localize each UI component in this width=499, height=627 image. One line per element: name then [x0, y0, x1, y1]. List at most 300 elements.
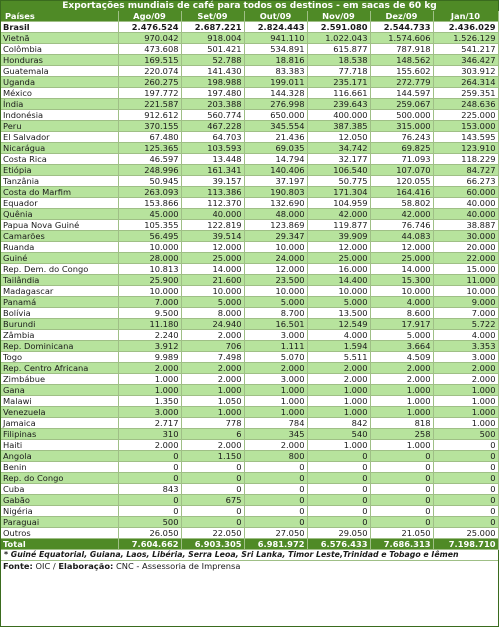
value-cell: 123.869 — [244, 220, 307, 231]
column-header-month: Ago/09 — [118, 11, 181, 22]
value-cell: 264.314 — [433, 77, 498, 88]
value-cell: 60.000 — [433, 187, 498, 198]
value-cell: 2.000 — [370, 374, 433, 385]
value-cell: 15.300 — [370, 275, 433, 286]
value-cell: 1.000 — [370, 385, 433, 396]
country-cell: Nicarágua — [1, 143, 118, 154]
table-row — [1, 55, 498, 66]
value-cell: 239.643 — [307, 99, 370, 110]
value-cell: 13.448 — [181, 154, 244, 165]
value-cell: 84.727 — [433, 165, 498, 176]
value-cell: 0 — [244, 473, 307, 484]
table-row — [1, 363, 498, 374]
value-cell: 116.661 — [307, 88, 370, 99]
table-row — [1, 33, 498, 44]
value-cell: 10.000 — [307, 286, 370, 297]
country-cell: Togo — [1, 352, 118, 363]
value-cell: 346.427 — [433, 55, 498, 66]
value-cell: 5.511 — [307, 352, 370, 363]
country-cell: Costa Rica — [1, 154, 118, 165]
value-cell: 10.000 — [433, 286, 498, 297]
table-row — [1, 528, 498, 539]
value-cell: 123.910 — [433, 143, 498, 154]
value-cell: 27.050 — [244, 528, 307, 539]
value-cell: 38.887 — [433, 220, 498, 231]
value-cell: 7.000 — [118, 297, 181, 308]
value-cell: 14.400 — [307, 275, 370, 286]
country-cell: Rep. Dominicana — [1, 341, 118, 352]
value-cell: 122.819 — [181, 220, 244, 231]
value-cell: 3.353 — [433, 341, 498, 352]
value-cell: 2.000 — [307, 374, 370, 385]
value-cell: 144.597 — [370, 88, 433, 99]
country-cell: Quênia — [1, 209, 118, 220]
total-value: 7.686.313 — [370, 539, 433, 550]
value-cell: 21.600 — [181, 275, 244, 286]
country-cell: Outros — [1, 528, 118, 539]
value-cell: 14.000 — [181, 264, 244, 275]
value-cell: 263.093 — [118, 187, 181, 198]
value-cell: 71.093 — [370, 154, 433, 165]
table-row — [1, 396, 498, 407]
value-cell: 22.000 — [433, 253, 498, 264]
value-cell: 0 — [181, 517, 244, 528]
country-cell: Guatemala — [1, 66, 118, 77]
value-cell: 67.480 — [118, 132, 181, 143]
value-cell: 800 — [244, 451, 307, 462]
value-cell: 259.351 — [433, 88, 498, 99]
value-cell: 0 — [307, 495, 370, 506]
value-cell: 1.000 — [433, 385, 498, 396]
value-cell: 10.000 — [370, 286, 433, 297]
value-cell: 675 — [181, 495, 244, 506]
value-cell: 197.480 — [181, 88, 244, 99]
country-cell: Rep. Centro Africana — [1, 363, 118, 374]
table-row — [1, 154, 498, 165]
value-cell: 23.500 — [244, 275, 307, 286]
value-cell: 1.000 — [433, 396, 498, 407]
value-cell: 2.000 — [433, 363, 498, 374]
value-cell: 248.996 — [118, 165, 181, 176]
value-cell: 14.794 — [244, 154, 307, 165]
country-cell: Rep. Dem. do Congo — [1, 264, 118, 275]
table-row — [1, 440, 498, 451]
country-cell: Nigéria — [1, 506, 118, 517]
table-row — [1, 220, 498, 231]
table-row — [1, 132, 498, 143]
value-cell: 2.000 — [370, 363, 433, 374]
table-row — [1, 187, 498, 198]
value-cell: 2.000 — [307, 363, 370, 374]
value-cell: 345.554 — [244, 121, 307, 132]
value-cell: 2.000 — [118, 440, 181, 451]
value-cell: 260.275 — [118, 77, 181, 88]
value-cell: 787.918 — [370, 44, 433, 55]
country-cell: Camarões — [1, 231, 118, 242]
value-cell: 0 — [370, 495, 433, 506]
country-cell: Índia — [1, 99, 118, 110]
value-cell: 3.000 — [244, 374, 307, 385]
value-cell: 2.000 — [181, 330, 244, 341]
column-header-month: Nov/09 — [307, 11, 370, 22]
table-row — [1, 66, 498, 77]
value-cell: 203.388 — [181, 99, 244, 110]
value-cell: 20.000 — [433, 242, 498, 253]
value-cell: 3.664 — [370, 341, 433, 352]
country-cell: Colômbia — [1, 44, 118, 55]
value-cell: 1.000 — [307, 396, 370, 407]
value-cell: 5.000 — [244, 297, 307, 308]
table-row — [1, 286, 498, 297]
value-cell: 10.000 — [118, 242, 181, 253]
value-cell: 44.083 — [370, 231, 433, 242]
value-cell: 0 — [307, 462, 370, 473]
value-cell: 1.111 — [244, 341, 307, 352]
value-cell: 25.000 — [307, 253, 370, 264]
elaboration-label: Elaboração: — [58, 561, 114, 571]
value-cell: 2.000 — [244, 440, 307, 451]
value-cell: 45.000 — [118, 209, 181, 220]
value-cell: 144.328 — [244, 88, 307, 99]
value-cell: 39.157 — [181, 176, 244, 187]
value-cell: 0 — [244, 484, 307, 495]
value-cell: 3.000 — [433, 352, 498, 363]
value-cell: 4.000 — [370, 297, 433, 308]
value-cell: 2.544.733 — [370, 22, 433, 33]
value-cell: 197.772 — [118, 88, 181, 99]
value-cell: 15.000 — [433, 264, 498, 275]
value-cell: 3.912 — [118, 341, 181, 352]
value-cell: 1.000 — [181, 407, 244, 418]
country-cell: Honduras — [1, 55, 118, 66]
country-cell: Benin — [1, 462, 118, 473]
value-cell: 272.779 — [370, 77, 433, 88]
value-cell: 48.000 — [244, 209, 307, 220]
value-cell: 0 — [433, 495, 498, 506]
value-cell: 0 — [307, 517, 370, 528]
country-cell: Indonésia — [1, 110, 118, 121]
value-cell: 5.722 — [433, 319, 498, 330]
value-cell: 345 — [244, 429, 307, 440]
value-cell: 970.042 — [118, 33, 181, 44]
value-cell: 143.595 — [433, 132, 498, 143]
value-cell: 26.050 — [118, 528, 181, 539]
value-cell: 370.155 — [118, 121, 181, 132]
value-cell: 105.355 — [118, 220, 181, 231]
value-cell: 10.000 — [244, 242, 307, 253]
header-row — [1, 11, 498, 22]
value-cell: 153.000 — [433, 121, 498, 132]
value-cell: 0 — [370, 451, 433, 462]
table-row — [1, 209, 498, 220]
elaboration-value: CNC - Assessoria de Imprensa — [115, 561, 241, 571]
value-cell: 0 — [244, 506, 307, 517]
value-cell: 0 — [118, 473, 181, 484]
table-row — [1, 297, 498, 308]
value-cell: 29.050 — [307, 528, 370, 539]
value-cell: 0 — [181, 462, 244, 473]
value-cell: 941.110 — [244, 33, 307, 44]
value-cell: 0 — [433, 462, 498, 473]
value-cell: 28.000 — [118, 253, 181, 264]
table-row — [1, 198, 498, 209]
table-row — [1, 330, 498, 341]
value-cell: 50.775 — [307, 176, 370, 187]
value-cell: 5.000 — [307, 297, 370, 308]
table-row — [1, 77, 498, 88]
value-cell: 24.000 — [244, 253, 307, 264]
value-cell: 25.000 — [370, 253, 433, 264]
table-title: Exportações mundiais de café para todos os destinos - em sacas de 60 kg — [1, 1, 498, 11]
value-cell: 6 — [181, 429, 244, 440]
value-cell: 1.000 — [244, 396, 307, 407]
value-cell: 784 — [244, 418, 307, 429]
value-cell: 400.000 — [307, 110, 370, 121]
value-cell: 171.304 — [307, 187, 370, 198]
value-cell: 2.000 — [244, 363, 307, 374]
table-row — [1, 462, 498, 473]
value-cell: 40.000 — [181, 209, 244, 220]
value-cell: 1.000 — [370, 440, 433, 451]
value-cell: 119.877 — [307, 220, 370, 231]
value-cell: 1.000 — [118, 385, 181, 396]
value-cell: 0 — [181, 506, 244, 517]
value-cell: 25.000 — [433, 528, 498, 539]
country-cell: Tailândia — [1, 275, 118, 286]
country-cell: Equador — [1, 198, 118, 209]
country-cell: Guiné — [1, 253, 118, 264]
column-header-month: Jan/10 — [433, 11, 498, 22]
value-cell: 32.177 — [307, 154, 370, 165]
value-cell: 310 — [118, 429, 181, 440]
value-cell: 0 — [118, 451, 181, 462]
country-cell: Gana — [1, 385, 118, 396]
table-row — [1, 429, 498, 440]
value-cell: 0 — [433, 506, 498, 517]
value-cell: 3.000 — [244, 330, 307, 341]
value-cell: 112.370 — [181, 198, 244, 209]
value-cell: 24.940 — [181, 319, 244, 330]
value-cell: 473.608 — [118, 44, 181, 55]
value-cell: 118.229 — [433, 154, 498, 165]
country-cell: Brasil — [1, 22, 118, 33]
table-row — [1, 231, 498, 242]
value-cell: 7.000 — [433, 308, 498, 319]
table-row — [1, 176, 498, 187]
country-cell: Tanzânia — [1, 176, 118, 187]
value-cell: 198.988 — [181, 77, 244, 88]
value-cell: 540 — [307, 429, 370, 440]
value-cell: 0 — [244, 495, 307, 506]
value-cell: 1.350 — [118, 396, 181, 407]
value-cell: 8.000 — [181, 308, 244, 319]
table-row — [1, 407, 498, 418]
value-cell: 0 — [118, 462, 181, 473]
country-cell: Malawi — [1, 396, 118, 407]
value-cell: 500.000 — [370, 110, 433, 121]
country-cell: Bolívia — [1, 308, 118, 319]
value-cell: 69.825 — [370, 143, 433, 154]
table-row — [1, 341, 498, 352]
value-cell: 140.406 — [244, 165, 307, 176]
value-cell: 58.802 — [370, 198, 433, 209]
value-cell: 169.515 — [118, 55, 181, 66]
value-cell: 12.000 — [307, 242, 370, 253]
value-cell: 190.803 — [244, 187, 307, 198]
value-cell: 34.742 — [307, 143, 370, 154]
value-cell: 18.538 — [307, 55, 370, 66]
value-cell: 0 — [370, 517, 433, 528]
value-cell: 2.436.029 — [433, 22, 498, 33]
country-cell: Peru — [1, 121, 118, 132]
value-cell: 843 — [118, 484, 181, 495]
value-cell: 39.514 — [181, 231, 244, 242]
value-cell: 1.000 — [370, 407, 433, 418]
country-cell: Zâmbia — [1, 330, 118, 341]
value-cell: 258 — [370, 429, 433, 440]
table-row — [1, 319, 498, 330]
value-cell: 52.788 — [181, 55, 244, 66]
value-cell: 153.866 — [118, 198, 181, 209]
value-cell: 17.917 — [370, 319, 433, 330]
value-cell: 12.050 — [307, 132, 370, 143]
value-cell: 39.909 — [307, 231, 370, 242]
value-cell: 560.774 — [181, 110, 244, 121]
value-cell: 2.687.221 — [181, 22, 244, 33]
country-cell: Uganda — [1, 77, 118, 88]
country-cell: Paraguai — [1, 517, 118, 528]
source-label: Fonte: — [3, 561, 33, 571]
value-cell: 778 — [181, 418, 244, 429]
value-cell: 161.341 — [181, 165, 244, 176]
country-cell: Gabão — [1, 495, 118, 506]
value-cell: 259.067 — [370, 99, 433, 110]
source-line — [1, 560, 498, 572]
value-cell: 0 — [307, 451, 370, 462]
value-cell: 0 — [307, 473, 370, 484]
value-cell: 0 — [370, 462, 433, 473]
coffee-exports-table — [1, 11, 499, 550]
value-cell: 500 — [118, 517, 181, 528]
value-cell: 164.416 — [370, 187, 433, 198]
table-row — [1, 385, 498, 396]
value-cell: 29.347 — [244, 231, 307, 242]
value-cell: 10.000 — [244, 286, 307, 297]
table-row — [1, 264, 498, 275]
value-cell: 106.540 — [307, 165, 370, 176]
value-cell: 16.000 — [307, 264, 370, 275]
country-cell: Jamaica — [1, 418, 118, 429]
value-cell: 1.000 — [118, 374, 181, 385]
value-cell: 2.717 — [118, 418, 181, 429]
country-cell: Burundi — [1, 319, 118, 330]
value-cell: 0 — [433, 484, 498, 495]
value-cell: 1.000 — [433, 418, 498, 429]
value-cell: 12.549 — [307, 319, 370, 330]
value-cell: 9.000 — [433, 297, 498, 308]
table-row — [1, 110, 498, 121]
value-cell: 2.824.443 — [244, 22, 307, 33]
country-cell: México — [1, 88, 118, 99]
value-cell: 16.501 — [244, 319, 307, 330]
table-row — [1, 99, 498, 110]
value-cell: 541.217 — [433, 44, 498, 55]
value-cell: 7.498 — [181, 352, 244, 363]
source-value: OIC / — [35, 561, 56, 571]
value-cell: 107.070 — [370, 165, 433, 176]
value-cell: 104.959 — [307, 198, 370, 209]
country-cell: El Salvador — [1, 132, 118, 143]
table-row — [1, 495, 498, 506]
country-cell: Vietnã — [1, 33, 118, 44]
value-cell: 11.180 — [118, 319, 181, 330]
value-cell: 2.000 — [181, 374, 244, 385]
value-cell: 3.000 — [118, 407, 181, 418]
value-cell: 0 — [244, 517, 307, 528]
value-cell: 10.000 — [181, 286, 244, 297]
value-cell: 0 — [433, 440, 498, 451]
value-cell: 8.700 — [244, 308, 307, 319]
value-cell: 0 — [433, 473, 498, 484]
column-header-month: Out/09 — [244, 11, 307, 22]
total-value: 7.604.662 — [118, 539, 181, 550]
column-header-month: Set/09 — [181, 11, 244, 22]
total-value: 7.198.710 — [433, 539, 498, 550]
value-cell: 77.718 — [307, 66, 370, 77]
value-cell: 248.636 — [433, 99, 498, 110]
table-row — [1, 165, 498, 176]
value-cell: 42.000 — [370, 209, 433, 220]
value-cell: 1.526.129 — [433, 33, 498, 44]
value-cell: 5.000 — [370, 330, 433, 341]
table-row — [1, 44, 498, 55]
value-cell: 0 — [118, 506, 181, 517]
table-body — [1, 22, 498, 550]
country-cell: Venezuela — [1, 407, 118, 418]
value-cell: 2.240 — [118, 330, 181, 341]
country-cell: Rep. do Congo — [1, 473, 118, 484]
country-cell: Haiti — [1, 440, 118, 451]
value-cell: 69.035 — [244, 143, 307, 154]
value-cell: 40.000 — [433, 209, 498, 220]
value-cell: 2.591.080 — [307, 22, 370, 33]
value-cell: 912.612 — [118, 110, 181, 121]
value-cell: 467.228 — [181, 121, 244, 132]
country-cell: Ruanda — [1, 242, 118, 253]
value-cell: 64.703 — [181, 132, 244, 143]
value-cell: 918.004 — [181, 33, 244, 44]
value-cell: 2.476.524 — [118, 22, 181, 33]
value-cell: 235.171 — [307, 77, 370, 88]
table-row — [1, 121, 498, 132]
value-cell: 706 — [181, 341, 244, 352]
value-cell: 1.022.043 — [307, 33, 370, 44]
value-cell: 199.011 — [244, 77, 307, 88]
value-cell: 1.000 — [433, 407, 498, 418]
value-cell: 155.602 — [370, 66, 433, 77]
value-cell: 225.000 — [433, 110, 498, 121]
total-value: 6.576.433 — [307, 539, 370, 550]
value-cell: 21.050 — [370, 528, 433, 539]
value-cell: 501.421 — [181, 44, 244, 55]
value-cell: 2.000 — [181, 363, 244, 374]
value-cell: 1.150 — [181, 451, 244, 462]
value-cell: 25.000 — [181, 253, 244, 264]
value-cell: 14.000 — [370, 264, 433, 275]
value-cell: 303.912 — [433, 66, 498, 77]
country-cell: Papua Nova Guiné — [1, 220, 118, 231]
country-cell: Madagascar — [1, 286, 118, 297]
